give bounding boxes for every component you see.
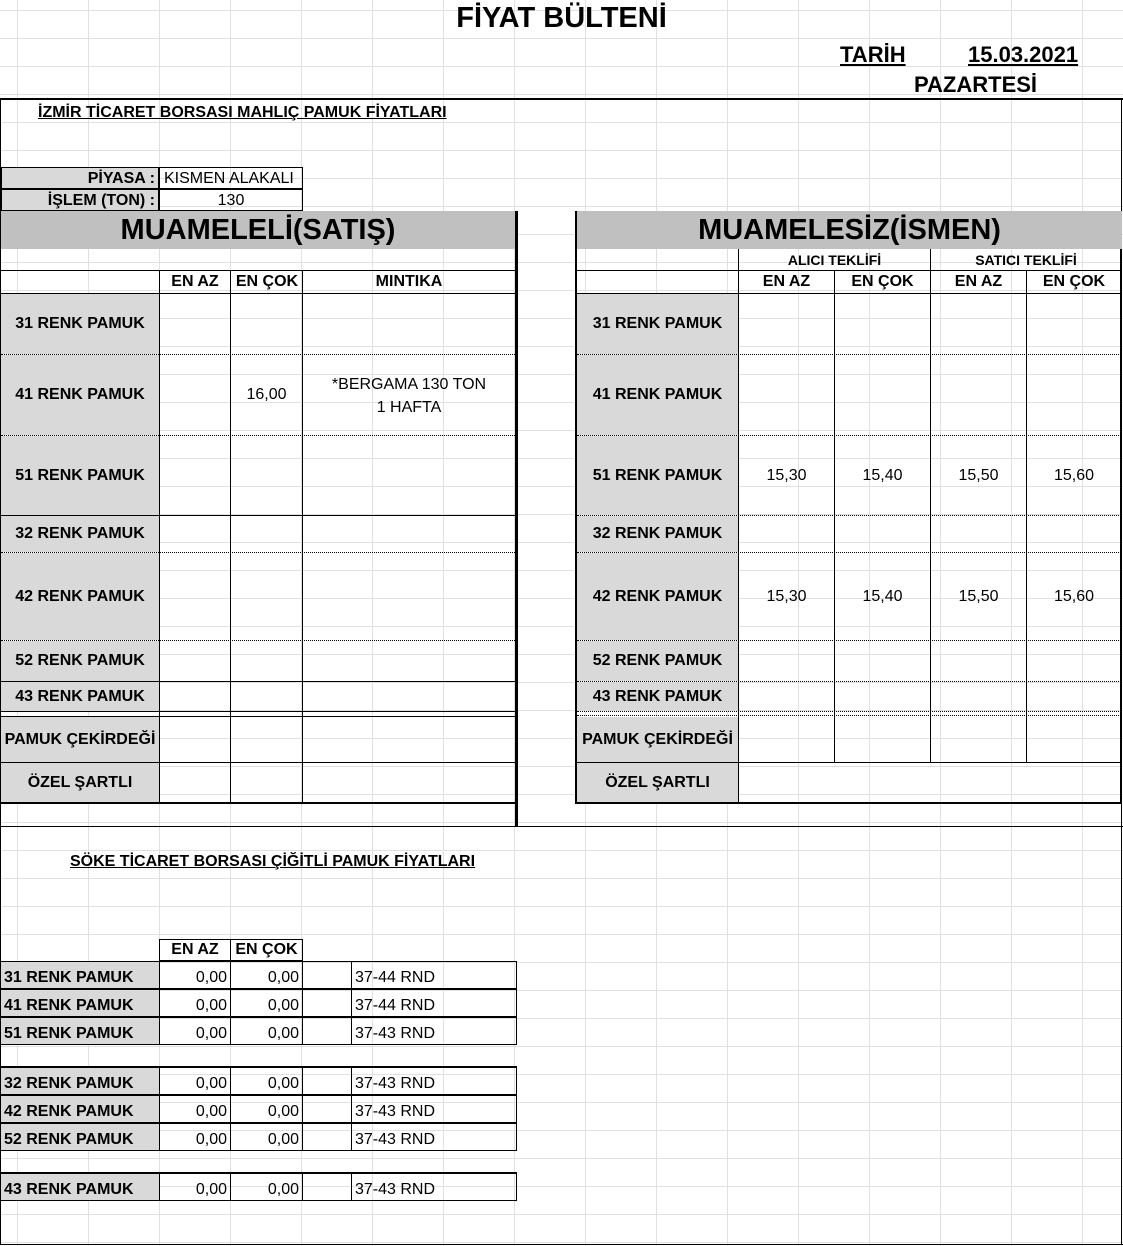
soke-min-value: 0,00 (159, 1095, 231, 1123)
piyasa-label: PİYASA : (87, 170, 155, 187)
muameleli-col-region: MINTIKA (375, 273, 443, 290)
muameleli-row-label: 51 RENK PAMUK (1, 436, 159, 515)
izmir-section-title: İZMİR TİCARET BORSASI MAHLIÇ PAMUK FİYATLARI (38, 104, 447, 121)
muameleli-title: MUAMELELİ(SATIŞ) (1, 211, 515, 249)
day-name: PAZARTESİ (914, 72, 1038, 97)
seller-offer-header: SATICI TEKLİFİ (975, 251, 1077, 268)
soke-max-value: 0,00 (230, 1123, 303, 1151)
soke-spacer-cell (302, 1017, 352, 1045)
muamelesiz-row-label: 41 RENK PAMUK (577, 355, 738, 435)
soke-max-value: 0,00 (230, 1017, 303, 1045)
buyer-col-max: EN ÇOK (851, 273, 914, 290)
soke-note-value: 37-43 RND (351, 1123, 517, 1151)
soke-max-value: 0,00 (230, 961, 303, 989)
soke-min-value: 0,00 (159, 961, 231, 989)
seller-col-min: EN AZ (954, 273, 1003, 290)
soke-separator-row (1, 1151, 517, 1173)
soke-min-value: 0,00 (159, 1017, 231, 1045)
muamelesiz-row-label: 32 RENK PAMUK (577, 516, 738, 552)
muameleli-row-label: 52 RENK PAMUK (1, 641, 159, 681)
soke-row-label: 41 RENK PAMUK (1, 989, 159, 1017)
soke-spacer-cell (302, 1173, 352, 1201)
muameleli-region-note: *BERGAMA 130 TON 1 HAFTA (331, 376, 487, 416)
soke-note-value: 37-43 RND (351, 1095, 517, 1123)
muameleli-max-value: 16,00 (246, 386, 287, 403)
seller-max-value: 15,60 (1053, 466, 1095, 484)
soke-note-value: 37-43 RND (351, 1017, 517, 1045)
soke-row-label: 51 RENK PAMUK (1, 1017, 159, 1045)
muamelesiz-title: MUAMELESİZ(İSMEN) (577, 211, 1122, 249)
soke-spacer-cell (302, 989, 352, 1017)
muameleli-row-label: ÖZEL ŞARTLI (1, 763, 159, 802)
soke-max-value: 0,00 (230, 989, 303, 1017)
soke-max-value: 0,00 (230, 1173, 303, 1201)
muameleli-row-label: PAMUK ÇEKİRDEĞİ (1, 717, 159, 762)
soke-min-value: 0,00 (159, 1173, 231, 1201)
soke-note-value: 37-43 RND (351, 1173, 517, 1201)
buyer-max-value: 15,40 (862, 466, 903, 484)
soke-col-max: EN ÇOK (230, 939, 303, 961)
muameleli-row-label: 43 RENK PAMUK (1, 682, 159, 711)
soke-max-value: 0,00 (230, 1067, 303, 1095)
soke-section-title: SÖKE TİCARET BORSASI ÇİĞİTLİ PAMUK FİYATLARI (70, 853, 476, 870)
soke-spacer-cell (302, 1067, 352, 1095)
buyer-col-min: EN AZ (762, 273, 811, 290)
muameleli-col-max: EN ÇOK (235, 273, 299, 290)
soke-separator-row (1, 1045, 517, 1067)
muameleli-row-label: 42 RENK PAMUK (1, 553, 159, 640)
piyasa-value: KISMEN ALAKALI (164, 170, 294, 187)
seller-col-max: EN ÇOK (1042, 273, 1106, 290)
buyer-min-value: 15,30 (766, 466, 807, 484)
muamelesiz-row-label: 52 RENK PAMUK (577, 641, 738, 681)
soke-min-value: 0,00 (159, 1067, 231, 1095)
seller-min-value: 15,50 (958, 466, 999, 484)
muameleli-row-label: 32 RENK PAMUK (1, 516, 159, 552)
date-value: 15.03.2021 (968, 42, 1079, 67)
date-label: TARİH (840, 42, 906, 67)
islem-label: İŞLEM (TON) : (47, 192, 155, 209)
soke-min-value: 0,00 (159, 989, 231, 1017)
buyer-max-value: 15,40 (862, 587, 903, 605)
buyer-min-value: 15,30 (766, 587, 807, 605)
soke-row-label: 42 RENK PAMUK (1, 1095, 159, 1123)
muamelesiz-row-label: 43 RENK PAMUK (577, 682, 738, 711)
seller-min-value: 15,50 (958, 587, 999, 605)
muamelesiz-row-label: 31 RENK PAMUK (577, 294, 738, 354)
soke-note-value: 37-43 RND (351, 1067, 517, 1095)
soke-row-label: 32 RENK PAMUK (1, 1067, 159, 1095)
seller-max-value: 15,60 (1053, 587, 1095, 605)
islem-value: 130 (217, 192, 245, 209)
soke-note-value: 37-44 RND (351, 961, 517, 989)
muamelesiz-row-label: 42 RENK PAMUK (577, 553, 738, 640)
muamelesiz-row-label: ÖZEL ŞARTLI (577, 763, 738, 802)
soke-spacer-cell (302, 1095, 352, 1123)
soke-spacer-cell (302, 1123, 352, 1151)
soke-min-value: 0,00 (159, 1123, 231, 1151)
soke-spacer-cell (302, 961, 352, 989)
muameleli-row-label: 41 RENK PAMUK (1, 355, 159, 435)
soke-note-value: 37-44 RND (351, 989, 517, 1017)
page-title: FİYAT BÜLTENİ (456, 2, 667, 34)
soke-col-min: EN AZ (159, 939, 231, 961)
muameleli-row-label: 31 RENK PAMUK (1, 294, 159, 354)
soke-row-label: 31 RENK PAMUK (1, 961, 159, 989)
soke-max-value: 0,00 (230, 1095, 303, 1123)
buyer-offer-header: ALICI TEKLİFİ (787, 251, 882, 268)
muamelesiz-row-label: 51 RENK PAMUK (577, 436, 738, 515)
muameleli-col-min: EN AZ (171, 273, 219, 290)
soke-row-label: 52 RENK PAMUK (1, 1123, 159, 1151)
muamelesiz-row-label: PAMUK ÇEKİRDEĞİ (577, 717, 738, 762)
soke-row-label: 43 RENK PAMUK (1, 1173, 159, 1201)
